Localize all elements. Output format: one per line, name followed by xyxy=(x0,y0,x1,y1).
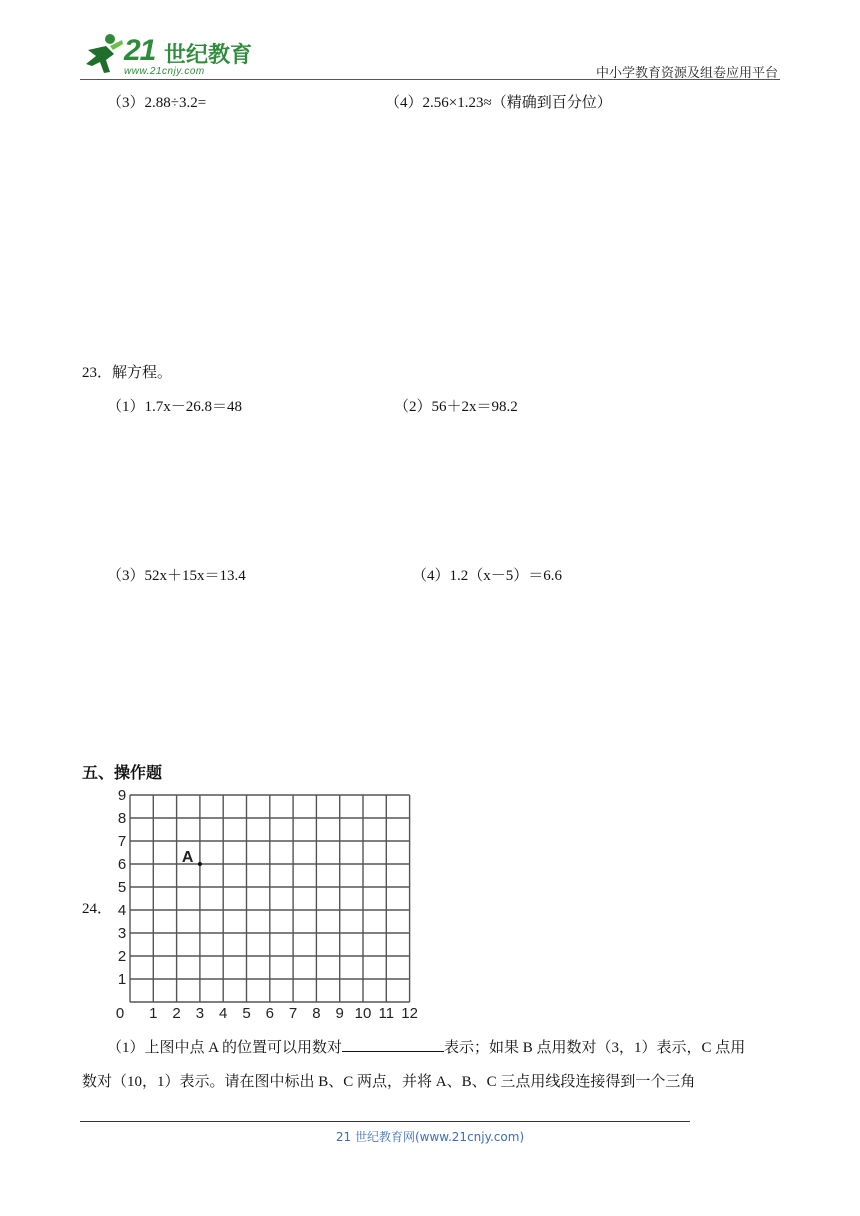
x-tick-label: 8 xyxy=(312,1005,321,1022)
q23-item-1: （1）1.7x－26.8＝48 xyxy=(107,399,243,415)
y-tick-label: 1 xyxy=(117,971,127,988)
site-logo xyxy=(80,30,255,78)
logo-url: www.21cnjy.com xyxy=(124,66,205,77)
q24-part1-text-b: 表示；如果 B 点用数对（3，1）表示，C 点用 xyxy=(444,1040,746,1056)
y-tick-label: 9 xyxy=(117,787,127,804)
logo-number: 21 xyxy=(124,34,156,67)
x-tick-label: 4 xyxy=(219,1005,228,1022)
answer-blank[interactable] xyxy=(342,1037,444,1052)
section-title: 五、操作题 xyxy=(82,763,163,782)
q23-title: 23．解方程。 xyxy=(82,365,173,381)
q24-part1-text-a: （1）上图中点 A 的位置可以用数对 xyxy=(107,1040,343,1056)
y-tick-label: 2 xyxy=(117,948,127,965)
y-tick-label: 3 xyxy=(117,925,127,942)
x-tick-label: 1 xyxy=(149,1005,158,1022)
coordinate-grid xyxy=(108,785,428,1025)
q22-item-4: （4）2.56×1.23≈（精确到百分位） xyxy=(385,95,612,111)
x-tick-label: 10 xyxy=(354,1005,372,1022)
y-tick-label: 6 xyxy=(117,856,127,873)
x-tick-label: 12 xyxy=(401,1005,418,1022)
q24-part1-line1 xyxy=(107,1036,745,1057)
x-tick-label: 11 xyxy=(378,1005,395,1022)
y-tick-label: 4 xyxy=(117,902,127,919)
x-tick-label: 3 xyxy=(195,1005,205,1022)
q23-item-3: （3）52x＋15x＝13.4 xyxy=(107,568,246,584)
y-tick-label: 8 xyxy=(117,810,127,827)
q23-item-4: （4）1.2（x－5）＝6.6 xyxy=(412,568,563,584)
q24-part1-line2: 数对（10，1）表示。请在图中标出 B、C 两点，并将 A、B、C 三点用线段连接得到一个三角 xyxy=(82,1074,696,1090)
point-a-marker xyxy=(198,862,202,866)
q22-item-3: （3）2.88÷3.2= xyxy=(107,95,207,111)
q24-number: 24． xyxy=(82,901,113,917)
y-tick-label: 5 xyxy=(117,879,127,896)
x-tick-label: 6 xyxy=(265,1005,274,1022)
footer-divider xyxy=(80,1121,690,1122)
x-tick-label: 9 xyxy=(335,1005,344,1022)
runner-icon xyxy=(80,30,124,76)
footer-text: 21 世纪教育网(www.21cnjy.com) xyxy=(335,1130,525,1144)
header-divider xyxy=(80,79,780,80)
x-tick-label: 5 xyxy=(242,1005,251,1022)
q23-item-2: （2）56＋2x＝98.2 xyxy=(394,399,518,415)
y-tick-label: 7 xyxy=(117,833,127,850)
x-tick-label: 0 xyxy=(115,1005,125,1022)
x-tick-label: 7 xyxy=(288,1005,298,1022)
x-tick-label: 2 xyxy=(172,1005,181,1022)
logo-title: 世纪教育 xyxy=(164,43,253,68)
point-a-label: A xyxy=(181,849,194,866)
header-platform-text: 中小学教育资源及组卷应用平台 xyxy=(595,66,778,81)
